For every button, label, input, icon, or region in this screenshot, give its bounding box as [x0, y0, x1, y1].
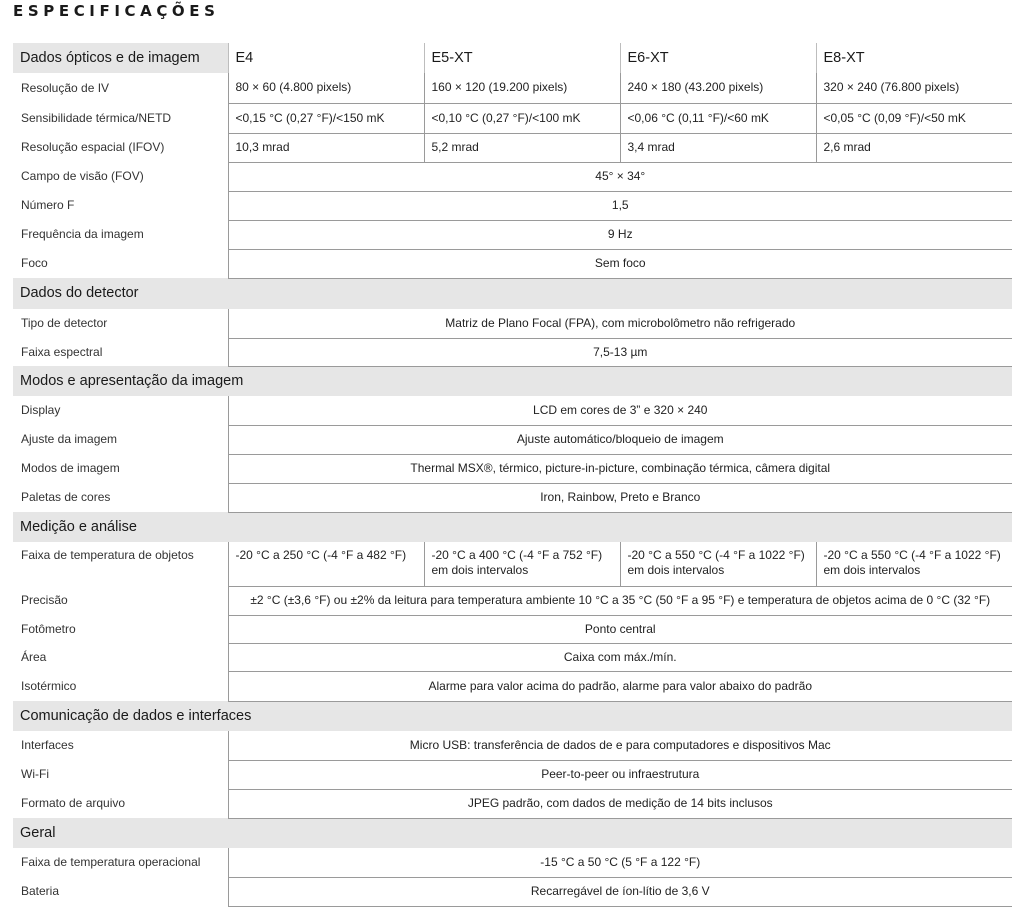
- spec-label: Tipo de detector: [21, 316, 108, 330]
- spec-value: LCD em cores de 3” e 320 × 240: [228, 396, 1012, 425]
- spec-row: [13, 731, 1012, 760]
- spec-row: [13, 133, 1012, 162]
- spec-label: Display: [21, 403, 61, 417]
- spec-row: [13, 760, 1012, 789]
- spec-value: 160 × 120 (19.200 pixels): [424, 73, 620, 103]
- page-title: ESPECIFICAÇÕES: [13, 2, 220, 20]
- spec-label: Bateria: [21, 884, 60, 898]
- section-header-detector: [13, 278, 1012, 309]
- model-column-header: E8-XT: [816, 43, 1012, 73]
- spec-value: Peer-to-peer ou infraestrutura: [228, 760, 1012, 789]
- spec-label: Modos de imagem: [21, 461, 120, 475]
- spec-label: Precisão: [21, 593, 68, 607]
- spec-label: Foco: [21, 256, 48, 270]
- spec-row: [13, 249, 1012, 278]
- spec-value: <0,15 °C (0,27 °F)/<150 mK: [228, 103, 424, 133]
- spec-value: Ponto central: [228, 615, 1012, 643]
- spec-row: [13, 542, 1012, 586]
- section-header-communication: [13, 701, 1012, 731]
- section-title: Dados ópticos e de imagem: [13, 43, 228, 73]
- section-header-optical: [13, 43, 1012, 73]
- spec-value: 7,5-13 µm: [228, 338, 1012, 366]
- spec-value: 2,6 mrad: [816, 133, 1012, 162]
- spec-label: Área: [21, 649, 47, 664]
- spec-label: Fotômetro: [21, 621, 76, 636]
- spec-value: -20 °C a 550 °C (-4 °F a 1022 °F) em dois intervalos: [620, 542, 816, 586]
- spec-row: [13, 848, 1012, 877]
- section-header-image-modes: [13, 366, 1012, 396]
- model-column-header: E5-XT: [424, 43, 620, 73]
- spec-value: -15 °C a 50 °C (5 °F a 122 °F): [228, 848, 1012, 877]
- spec-row: [13, 162, 1012, 191]
- spec-label: Faixa espectral: [21, 344, 103, 359]
- spec-row: [13, 643, 1012, 671]
- spec-row: [13, 338, 1012, 366]
- specifications-table: [13, 43, 1012, 907]
- spec-value: -20 °C a 550 °C (-4 °F a 1022 °F) em dois intervalos: [816, 542, 1012, 586]
- spec-row: [13, 309, 1012, 338]
- spec-label: Sensibilidade térmica/NETD: [21, 110, 172, 125]
- spec-row: [13, 396, 1012, 425]
- spec-row: [13, 191, 1012, 220]
- spec-row: [13, 454, 1012, 483]
- spec-label: Resolução espacial (IFOV): [21, 140, 165, 154]
- spec-label: Paletas de cores: [21, 490, 111, 504]
- spec-row: [13, 615, 1012, 643]
- spec-row: [13, 220, 1012, 249]
- spec-value: 80 × 60 (4.800 pixels): [228, 73, 424, 103]
- spec-value: 45° × 34°: [228, 162, 1012, 191]
- spec-value: 9 Hz: [228, 220, 1012, 249]
- section-header-general: [13, 818, 1012, 848]
- spec-label: Campo de visão (FOV): [21, 169, 144, 183]
- spec-row: [13, 73, 1012, 103]
- section-title: Comunicação de dados e interfaces: [13, 701, 1012, 731]
- spec-value: 240 × 180 (43.200 pixels): [620, 73, 816, 103]
- section-title: Dados do detector: [13, 278, 1012, 309]
- spec-value: <0,05 °C (0,09 °F)/<50 mK: [816, 103, 1012, 133]
- spec-label: Faixa de temperatura de objetos: [21, 548, 194, 562]
- spec-value: Recarregável de íon-lítio de 3,6 V: [228, 877, 1012, 906]
- spec-value: Matriz de Plano Focal (FPA), com microbolômetro não refrigerado: [228, 309, 1012, 338]
- section-title: Medição e análise: [13, 512, 1012, 542]
- spec-value: 320 × 240 (76.800 pixels): [816, 73, 1012, 103]
- section-title: Geral: [13, 818, 1012, 848]
- spec-label: Formato de arquivo: [21, 796, 126, 810]
- spec-label: Número F: [21, 198, 75, 212]
- spec-row: [13, 789, 1012, 818]
- spec-value: Alarme para valor acima do padrão, alarme para valor abaixo do padrão: [228, 671, 1012, 701]
- spec-value: Caixa com máx./mín.: [228, 643, 1012, 671]
- spec-row: [13, 425, 1012, 454]
- spec-row: [13, 483, 1012, 512]
- spec-value: Iron, Rainbow, Preto e Branco: [228, 483, 1012, 512]
- section-header-measurement: [13, 512, 1012, 542]
- spec-label: Wi-Fi: [21, 767, 49, 781]
- spec-value: 10,3 mrad: [228, 133, 424, 162]
- spec-value: 3,4 mrad: [620, 133, 816, 162]
- spec-label: Resolução de IV: [21, 80, 110, 95]
- spec-value: <0,10 °C (0,27 °F)/<100 mK: [424, 103, 620, 133]
- spec-label: Frequência da imagem: [21, 227, 144, 241]
- spec-value: -20 °C a 250 °C (-4 °F a 482 °F): [228, 542, 424, 586]
- spec-value: Thermal MSX®, térmico, picture-in-picture, combinação térmica, câmera digital: [228, 454, 1012, 483]
- spec-value: Micro USB: transferência de dados de e para computadores e dispositivos Mac: [228, 731, 1012, 760]
- model-column-header: E6-XT: [620, 43, 816, 73]
- spec-value: <0,06 °C (0,11 °F)/<60 mK: [620, 103, 816, 133]
- spec-label: Faixa de temperatura operacional: [21, 855, 201, 869]
- spec-label: Ajuste da imagem: [21, 432, 118, 446]
- model-column-header: E4: [228, 43, 424, 73]
- spec-label: Interfaces: [21, 738, 74, 752]
- spec-value: ±2 °C (±3,6 °F) ou ±2% da leitura para temperatura ambiente 10 °C a 35 °C (50 °F a 95 °F) e temperatura de objetos acima de 0 °C (32 °F): [228, 586, 1012, 615]
- spec-row: [13, 586, 1012, 615]
- spec-value: Sem foco: [228, 249, 1012, 278]
- spec-value: 1,5: [228, 191, 1012, 220]
- spec-value: JPEG padrão, com dados de medição de 14 bits inclusos: [228, 789, 1012, 818]
- spec-value: Ajuste automático/bloqueio de imagem: [228, 425, 1012, 454]
- spec-row: [13, 103, 1012, 133]
- section-title: Modos e apresentação da imagem: [13, 366, 1012, 396]
- spec-value: 5,2 mrad: [424, 133, 620, 162]
- spec-label: Isotérmico: [21, 678, 77, 693]
- spec-row: [13, 671, 1012, 701]
- spec-value: -20 °C a 400 °C (-4 °F a 752 °F) em dois intervalos: [424, 542, 620, 586]
